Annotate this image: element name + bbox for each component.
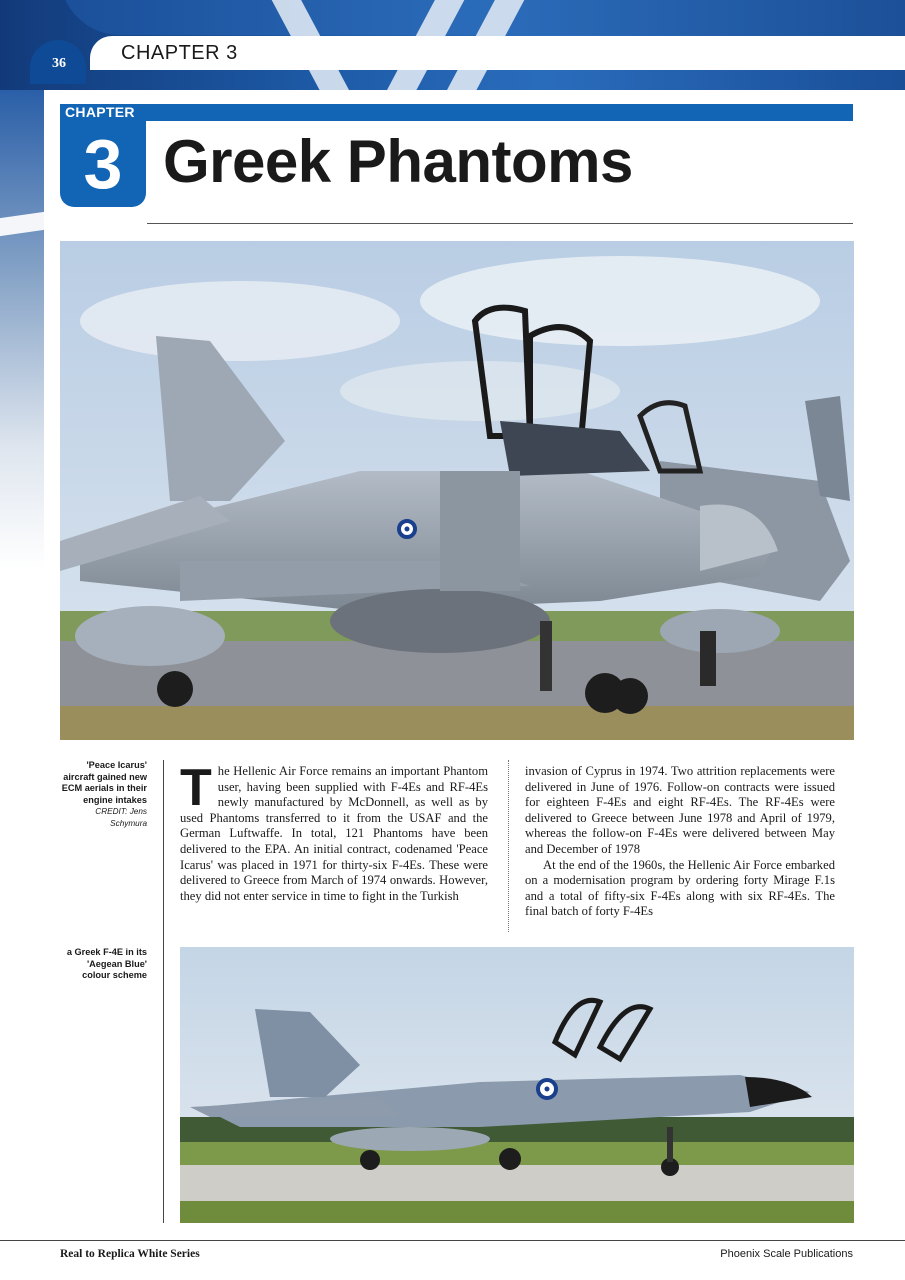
page-number: 36 xyxy=(52,56,66,71)
phantom-jet-photo xyxy=(60,241,854,740)
caption-rule xyxy=(163,760,164,1223)
chapter-title: Greek Phantoms xyxy=(163,128,633,195)
caption-text: 'Peace Icarus' aircraft gained new ECM aerials in their engine intakes xyxy=(61,760,147,805)
chapter-number: 3 xyxy=(83,125,123,203)
column-divider xyxy=(508,760,509,932)
second-photo xyxy=(180,947,854,1223)
body-column-1 xyxy=(180,759,488,904)
body-paragraph: invasion of Cyprus in 1974. Two attrition replacements were delivered in June of 1976. Follow-on contracts were issued for eighteen F-4Es and eight RF-4Es. The RF-4Es were delivered to Greece between June 1978 and April of 1979, whereas the follow-on F-4Es were delivered between May and December of 1978 xyxy=(525,764,835,856)
chapter-number-box xyxy=(60,121,146,207)
footer-rule xyxy=(0,1240,905,1241)
caption-text: a Greek F-4E in its 'Aegean Blue' colour scheme xyxy=(66,947,147,980)
body-paragraph: At the end of the 1960s, the Hellenic Air Force embarked on a modernisation program by ordering forty Mirage F.1s and a total of fifty-six F-4Es along with six RF-4Es. The final batch of forty F-4Es xyxy=(525,857,835,919)
dropcap: T xyxy=(180,759,212,817)
chapter-bar xyxy=(60,104,853,121)
main-photo xyxy=(60,241,854,740)
footer-publisher: Phoenix Scale Publications xyxy=(720,1248,853,1260)
title-rule xyxy=(147,223,853,224)
left-edge-decoration xyxy=(0,90,44,570)
chapter-label: CHAPTER xyxy=(65,104,135,120)
body-paragraph: he Hellenic Air Force remains an important Phantom user, having been supplied with F-4Es and RF-4Es newly manufactured by McDonnell, as well as by used Phantoms transferred to it from the USAF and the German Luftwaffe. In total, 121 Phantoms have been delivered to the EPA. An initial contract, codenamed 'Peace Icarus' was placed in 1971 for thirty-six F-4Es. These were delivered to Greece from March of 1974 onwards. However, they did not enter service in time to fight in the Turkish xyxy=(180,764,488,903)
caption-credit: CREDIT: Jens Schymura xyxy=(95,807,147,828)
running-head: CHAPTER 3 xyxy=(121,42,238,64)
aegean-blue-phantom-photo xyxy=(180,947,854,1223)
body-column-2 xyxy=(525,764,835,920)
photo-caption xyxy=(60,947,147,982)
footer-series: Real to Replica White Series xyxy=(60,1248,200,1260)
photo-caption xyxy=(60,760,147,829)
